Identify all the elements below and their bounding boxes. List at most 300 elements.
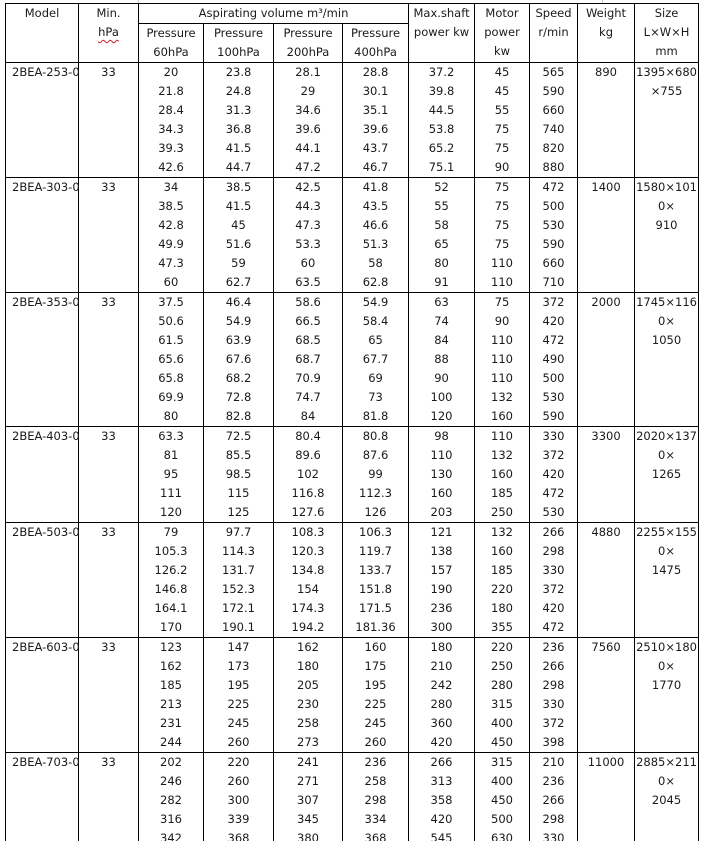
volume-60hpa-value: 95 — [163, 467, 179, 481]
min-pressure-value: 33 — [101, 755, 116, 769]
volume-400hpa-value: 225 — [364, 697, 387, 711]
volume-60hpa-cell — [139, 63, 204, 178]
volume-100hpa-value: 72.8 — [225, 390, 252, 404]
speed-value: 472 — [542, 486, 565, 500]
volume-400hpa-value: 43.5 — [362, 199, 389, 213]
header-model — [6, 4, 79, 63]
volume-200hpa-value: 380 — [297, 831, 319, 841]
motor-power-cell — [475, 178, 530, 293]
min-pressure-cell — [79, 293, 139, 427]
min-pressure-value: 33 — [101, 429, 116, 443]
volume-400hpa-value: 46.6 — [362, 218, 389, 232]
volume-60hpa-value: 146.8 — [154, 582, 188, 596]
size-cell — [635, 523, 699, 638]
volume-200hpa-value: 127.6 — [291, 505, 325, 519]
volume-200hpa-value: 44.3 — [295, 199, 321, 213]
volume-400hpa-cell — [343, 523, 409, 638]
speed-value: 298 — [542, 678, 565, 692]
speed-value: 590 — [542, 409, 565, 423]
weight-cell — [578, 523, 635, 638]
speed-value: 565 — [542, 65, 565, 79]
motor-power-value: 75 — [494, 141, 510, 155]
header-max-shaft-power-line: power kw — [413, 25, 470, 39]
max-shaft-power-value: 121 — [430, 525, 453, 539]
volume-200hpa-value: 60 — [300, 256, 316, 270]
motor-power-cell — [475, 63, 530, 178]
header-pressure-col — [274, 24, 343, 63]
volume-60hpa-value: 123 — [160, 640, 182, 654]
volume-60hpa-value: 50.6 — [158, 314, 184, 328]
volume-60hpa-value: 21.8 — [158, 84, 184, 98]
header-pressure-col — [343, 24, 409, 63]
volume-400hpa-value: 67.7 — [362, 352, 389, 366]
volume-60hpa-cell — [139, 523, 204, 638]
volume-100hpa-cell — [204, 63, 274, 178]
speed-value: 398 — [542, 735, 565, 749]
size-cell — [635, 638, 699, 753]
speed-value: 330 — [542, 831, 565, 841]
motor-power-value: 160 — [491, 544, 513, 558]
motor-power-cell — [475, 523, 530, 638]
volume-200hpa-value: 134.8 — [291, 563, 325, 577]
volume-400hpa-value: 151.8 — [359, 582, 392, 596]
motor-power-value: 45 — [494, 65, 510, 79]
speed-value: 330 — [542, 563, 565, 577]
header-weight-line: kg — [599, 25, 614, 39]
volume-100hpa-value: 260 — [227, 735, 250, 749]
weight-value: 2000 — [591, 295, 621, 309]
volume-100hpa-value: 125 — [227, 505, 250, 519]
header-motor-power-line: kw — [493, 44, 511, 58]
speed-cell — [530, 427, 578, 523]
header-speed-line: Speed — [535, 6, 572, 20]
header-aspirating-volume: Aspirating volume m³/min — [139, 4, 409, 24]
volume-60hpa-value: 80 — [163, 409, 179, 423]
header-pressure-col — [204, 24, 274, 63]
volume-60hpa-value: 61.5 — [158, 333, 184, 347]
volume-200hpa-value: 174.3 — [291, 601, 325, 615]
weight-cell — [578, 753, 635, 841]
weight-value: 3300 — [591, 429, 621, 443]
volume-200hpa-cell — [274, 753, 343, 841]
speed-cell — [530, 178, 578, 293]
min-pressure-cell — [79, 638, 139, 753]
motor-power-value: 450 — [491, 793, 513, 807]
volume-200hpa-value: 230 — [297, 697, 319, 711]
weight-cell — [578, 63, 635, 178]
volume-400hpa-value: 65 — [368, 333, 383, 347]
max-shaft-power-value: 266 — [430, 755, 453, 769]
volume-60hpa-value: 81 — [163, 448, 179, 462]
volume-200hpa-value: 307 — [297, 793, 319, 807]
max-shaft-power-value: 160 — [430, 486, 453, 500]
volume-60hpa-value: 65.8 — [158, 371, 184, 385]
speed-value: 236 — [542, 774, 565, 788]
speed-value: 880 — [542, 160, 565, 174]
volume-400hpa-value: 46.7 — [362, 160, 389, 174]
volume-400hpa-value: 43.7 — [362, 141, 389, 155]
table-row — [6, 293, 699, 427]
max-shaft-power-value: 52 — [434, 180, 449, 194]
motor-power-value: 160 — [491, 409, 513, 423]
volume-200hpa-value: 68.7 — [295, 352, 321, 366]
motor-power-value: 90 — [494, 160, 510, 174]
speed-cell — [530, 63, 578, 178]
volume-60hpa-value: 246 — [160, 774, 182, 788]
volume-200hpa-value: 42.5 — [295, 180, 321, 194]
volume-200hpa-cell — [274, 178, 343, 293]
size-cell — [635, 63, 699, 178]
size-value-line: 1770 — [651, 678, 682, 692]
max-shaft-power-cell — [409, 523, 475, 638]
header-weight — [578, 4, 635, 63]
motor-power-value: 45 — [494, 84, 510, 98]
speed-value: 820 — [542, 141, 565, 155]
speed-value: 298 — [542, 544, 565, 558]
volume-200hpa-value: 74.7 — [295, 390, 321, 404]
volume-60hpa-value: 69.9 — [158, 390, 184, 404]
volume-100hpa-value: 44.7 — [225, 160, 252, 174]
header-size — [635, 4, 699, 63]
volume-400hpa-value: 73 — [368, 390, 383, 404]
max-shaft-power-value: 58 — [434, 218, 449, 232]
model-name: 2BEA-303-0 — [12, 180, 80, 194]
volume-100hpa-value: 67.6 — [225, 352, 252, 366]
volume-200hpa-value: 108.3 — [291, 525, 325, 539]
min-pressure-value: 33 — [101, 525, 116, 539]
volume-400hpa-value: 87.6 — [362, 448, 389, 462]
volume-100hpa-value: 115 — [227, 486, 250, 500]
volume-100hpa-value: 45 — [231, 218, 246, 232]
volume-100hpa-value: 114.3 — [222, 544, 255, 558]
volume-200hpa-value: 102 — [297, 467, 319, 481]
min-pressure-value: 33 — [101, 640, 116, 654]
volume-200hpa-value: 70.9 — [295, 371, 321, 385]
speed-value: 590 — [542, 237, 565, 251]
volume-100hpa-value: 172.1 — [222, 601, 255, 615]
volume-100hpa-value: 31.3 — [225, 103, 252, 117]
weight-value: 7560 — [591, 640, 621, 654]
header-size-line: L×W×H — [643, 25, 690, 39]
volume-400hpa-value: 258 — [364, 774, 387, 788]
volume-100hpa-value: 152.3 — [222, 582, 255, 596]
volume-100hpa-cell — [204, 753, 274, 841]
volume-100hpa-value: 24.8 — [225, 84, 252, 98]
motor-power-value: 75 — [494, 180, 510, 194]
weight-value: 11000 — [587, 755, 625, 769]
volume-400hpa-value: 106.3 — [359, 525, 392, 539]
motor-power-value: 75 — [494, 237, 510, 251]
volume-100hpa-value: 82.8 — [225, 409, 252, 423]
volume-200hpa-value: 34.6 — [295, 103, 321, 117]
max-shaft-power-cell — [409, 753, 475, 841]
volume-100hpa-cell — [204, 638, 274, 753]
model-name: 2BEA-603-0 — [12, 640, 80, 654]
size-value-line: 0× — [658, 199, 675, 213]
max-shaft-power-cell — [409, 638, 475, 753]
volume-100hpa-cell — [204, 178, 274, 293]
volume-200hpa-value: 66.5 — [295, 314, 321, 328]
volume-60hpa-value: 34 — [163, 180, 179, 194]
volume-100hpa-value: 72.5 — [225, 429, 252, 443]
max-shaft-power-cell — [409, 63, 475, 178]
weight-cell — [578, 293, 635, 427]
max-shaft-power-value: 110 — [430, 448, 453, 462]
table-row — [6, 638, 699, 753]
size-value-line: 2510×180 — [636, 640, 697, 654]
speed-value: 500 — [542, 199, 565, 213]
volume-100hpa-value: 38.5 — [225, 180, 252, 194]
volume-60hpa-value: 60 — [163, 275, 179, 289]
volume-60hpa-value: 162 — [160, 659, 182, 673]
max-shaft-power-value: 138 — [430, 544, 453, 558]
model-name: 2BEA-353-0 — [12, 295, 80, 309]
max-shaft-power-value: 236 — [430, 601, 453, 615]
volume-60hpa-value: 126.2 — [154, 563, 188, 577]
max-shaft-power-value: 53.8 — [428, 122, 455, 136]
speed-value: 420 — [542, 601, 565, 615]
motor-power-value: 355 — [491, 620, 513, 634]
volume-60hpa-value: 120 — [160, 505, 182, 519]
volume-100hpa-value: 98.5 — [225, 467, 252, 481]
motor-power-cell — [475, 427, 530, 523]
max-shaft-power-value: 98 — [434, 429, 449, 443]
size-value-line: 0× — [658, 659, 675, 673]
volume-400hpa-cell — [343, 178, 409, 293]
header-pressure-col-line: Pressure — [146, 26, 196, 40]
min-pressure-cell — [79, 178, 139, 293]
max-shaft-power-value: 120 — [430, 409, 453, 423]
size-value-line: 2255×155 — [636, 525, 697, 539]
max-shaft-power-value: 91 — [434, 275, 449, 289]
speed-value: 472 — [542, 620, 565, 634]
header-min-pressure — [79, 4, 139, 63]
size-value-line: 1745×116 — [636, 295, 697, 309]
volume-200hpa-cell — [274, 523, 343, 638]
volume-200hpa-value: 80.4 — [295, 429, 321, 443]
speed-value: 210 — [542, 755, 565, 769]
volume-400hpa-value: 175 — [364, 659, 387, 673]
table-row — [6, 523, 699, 638]
motor-power-value: 55 — [494, 103, 510, 117]
volume-400hpa-cell — [343, 427, 409, 523]
table-row — [6, 427, 699, 523]
motor-power-value: 110 — [491, 371, 513, 385]
header-motor-power — [475, 4, 530, 63]
volume-400hpa-value: 260 — [364, 735, 387, 749]
volume-100hpa-value: 41.5 — [225, 199, 252, 213]
size-value-line: 2885×211 — [636, 755, 697, 769]
speed-value: 372 — [542, 295, 565, 309]
volume-100hpa-value: 23.8 — [225, 65, 252, 79]
volume-100hpa-cell — [204, 427, 274, 523]
weight-value: 1400 — [591, 180, 621, 194]
volume-200hpa-value: 116.8 — [291, 486, 325, 500]
speed-value: 372 — [542, 448, 565, 462]
max-shaft-power-value: 74 — [434, 314, 449, 328]
volume-200hpa-value: 53.3 — [295, 237, 321, 251]
max-shaft-power-value: 84 — [434, 333, 449, 347]
header-pressure-col-line: Pressure — [213, 26, 264, 40]
volume-60hpa-value: 28.4 — [158, 103, 184, 117]
max-shaft-power-value: 190 — [430, 582, 453, 596]
motor-power-value: 75 — [494, 199, 510, 213]
volume-400hpa-value: 195 — [364, 678, 387, 692]
header-speed — [530, 4, 578, 63]
max-shaft-power-value: 55 — [434, 199, 449, 213]
size-value-line: 2045 — [651, 793, 682, 807]
volume-200hpa-value: 345 — [297, 812, 319, 826]
motor-power-value: 110 — [491, 275, 513, 289]
volume-200hpa-value: 271 — [297, 774, 319, 788]
weight-value: 890 — [595, 65, 617, 79]
max-shaft-power-value: 203 — [430, 505, 453, 519]
volume-60hpa-value: 79 — [163, 525, 179, 539]
motor-power-value: 110 — [491, 256, 513, 270]
volume-200hpa-value: 194.2 — [291, 620, 325, 634]
size-value-line: 2020×137 — [636, 429, 697, 443]
speed-value: 372 — [542, 716, 565, 730]
max-shaft-power-cell — [409, 178, 475, 293]
size-cell — [635, 427, 699, 523]
weight-cell — [578, 178, 635, 293]
volume-100hpa-value: 68.2 — [225, 371, 252, 385]
max-shaft-power-value: 358 — [430, 793, 453, 807]
volume-400hpa-value: 80.8 — [362, 429, 389, 443]
max-shaft-power-value: 88 — [434, 352, 449, 366]
volume-200hpa-value: 63.5 — [295, 275, 321, 289]
volume-100hpa-value: 339 — [227, 812, 250, 826]
volume-400hpa-value: 126 — [364, 505, 387, 519]
volume-400hpa-value: 58.4 — [362, 314, 389, 328]
header-pressure-col-line: Pressure — [350, 26, 401, 40]
motor-power-value: 185 — [491, 563, 513, 577]
min-pressure-cell — [79, 523, 139, 638]
speed-value: 372 — [542, 582, 565, 596]
model-cell — [6, 638, 79, 753]
size-value-line: ×755 — [650, 84, 683, 98]
speed-value: 490 — [542, 352, 565, 366]
volume-400hpa-value: 236 — [364, 755, 387, 769]
speed-value: 298 — [542, 812, 565, 826]
max-shaft-power-value: 242 — [430, 678, 453, 692]
volume-60hpa-cell — [139, 178, 204, 293]
volume-60hpa-value: 282 — [160, 793, 182, 807]
weight-cell — [578, 427, 635, 523]
volume-60hpa-value: 47.3 — [158, 256, 184, 270]
speed-value: 530 — [542, 390, 565, 404]
volume-400hpa-value: 28.8 — [362, 65, 389, 79]
motor-power-value: 280 — [491, 678, 513, 692]
motor-power-value: 220 — [491, 582, 513, 596]
volume-100hpa-value: 97.7 — [225, 525, 252, 539]
max-shaft-power-value: 65.2 — [428, 141, 455, 155]
max-shaft-power-value: 157 — [430, 563, 453, 577]
size-value-line: 1265 — [651, 467, 682, 481]
volume-100hpa-value: 62.7 — [225, 275, 252, 289]
volume-60hpa-value: 164.1 — [154, 601, 188, 615]
volume-200hpa-value: 29 — [300, 84, 316, 98]
volume-100hpa-value: 220 — [227, 755, 250, 769]
volume-400hpa-value: 119.7 — [359, 544, 392, 558]
volume-200hpa-value: 258 — [297, 716, 319, 730]
weight-cell — [578, 638, 635, 753]
volume-60hpa-value: 39.3 — [158, 141, 184, 155]
size-value-line: 0× — [658, 448, 675, 462]
speed-value: 500 — [542, 371, 565, 385]
volume-200hpa-value: 39.6 — [295, 122, 321, 136]
volume-100hpa-value: 245 — [227, 716, 250, 730]
volume-400hpa-cell — [343, 638, 409, 753]
volume-100hpa-cell — [204, 523, 274, 638]
volume-400hpa-value: 334 — [364, 812, 387, 826]
max-shaft-power-value: 545 — [430, 831, 453, 841]
volume-400hpa-cell — [343, 63, 409, 178]
volume-200hpa-cell — [274, 293, 343, 427]
header-motor-power-line: power — [484, 25, 520, 39]
header-speed-line: r/min — [538, 25, 569, 39]
volume-100hpa-value: 260 — [227, 774, 250, 788]
size-value-line: 0× — [658, 314, 675, 328]
volume-100hpa-value: 54.9 — [225, 314, 252, 328]
volume-200hpa-cell — [274, 427, 343, 523]
motor-power-value: 400 — [491, 716, 513, 730]
volume-60hpa-value: 49.9 — [158, 237, 184, 251]
volume-200hpa-cell — [274, 638, 343, 753]
volume-400hpa-value: 62.8 — [362, 275, 389, 289]
volume-60hpa-value: 213 — [160, 697, 182, 711]
max-shaft-power-value: 360 — [430, 716, 453, 730]
motor-power-value: 110 — [491, 333, 513, 347]
model-name: 2BEA-403-0 — [12, 429, 80, 443]
max-shaft-power-cell — [409, 427, 475, 523]
volume-60hpa-value: 105.3 — [154, 544, 188, 558]
max-shaft-power-value: 75.1 — [428, 160, 455, 174]
volume-400hpa-value: 99 — [368, 467, 383, 481]
max-shaft-power-value: 313 — [430, 774, 453, 788]
volume-60hpa-value: 38.5 — [158, 199, 184, 213]
volume-100hpa-value: 225 — [227, 697, 250, 711]
volume-100hpa-value: 41.5 — [225, 141, 252, 155]
max-shaft-power-value: 210 — [430, 659, 453, 673]
volume-200hpa-value: 84 — [300, 409, 316, 423]
max-shaft-power-value: 44.5 — [428, 103, 455, 117]
motor-power-value: 75 — [494, 122, 510, 136]
volume-60hpa-cell — [139, 293, 204, 427]
speed-value: 420 — [542, 467, 565, 481]
spellcheck-underlined-unit: hPa — [98, 25, 119, 39]
header-model-line: Model — [24, 6, 60, 20]
model-cell — [6, 293, 79, 427]
speed-value: 330 — [542, 697, 565, 711]
volume-400hpa-value: 133.7 — [359, 563, 392, 577]
size-value-line: 1395×680 — [636, 65, 697, 79]
table-row — [6, 753, 699, 841]
speed-value: 266 — [542, 793, 565, 807]
motor-power-value: 220 — [491, 640, 513, 654]
volume-200hpa-value: 120.3 — [291, 544, 325, 558]
size-value-line: 1050 — [651, 333, 682, 347]
motor-power-value: 110 — [491, 429, 513, 443]
model-name: 2BEA-503-0 — [12, 525, 80, 539]
volume-200hpa-value: 89.6 — [295, 448, 321, 462]
header-motor-power-line: Motor — [485, 6, 519, 20]
volume-400hpa-value: 181.36 — [355, 620, 396, 634]
size-value-line: 0× — [658, 544, 675, 558]
volume-200hpa-value: 162 — [297, 640, 319, 654]
speed-value: 710 — [542, 275, 565, 289]
weight-value: 4880 — [591, 525, 621, 539]
